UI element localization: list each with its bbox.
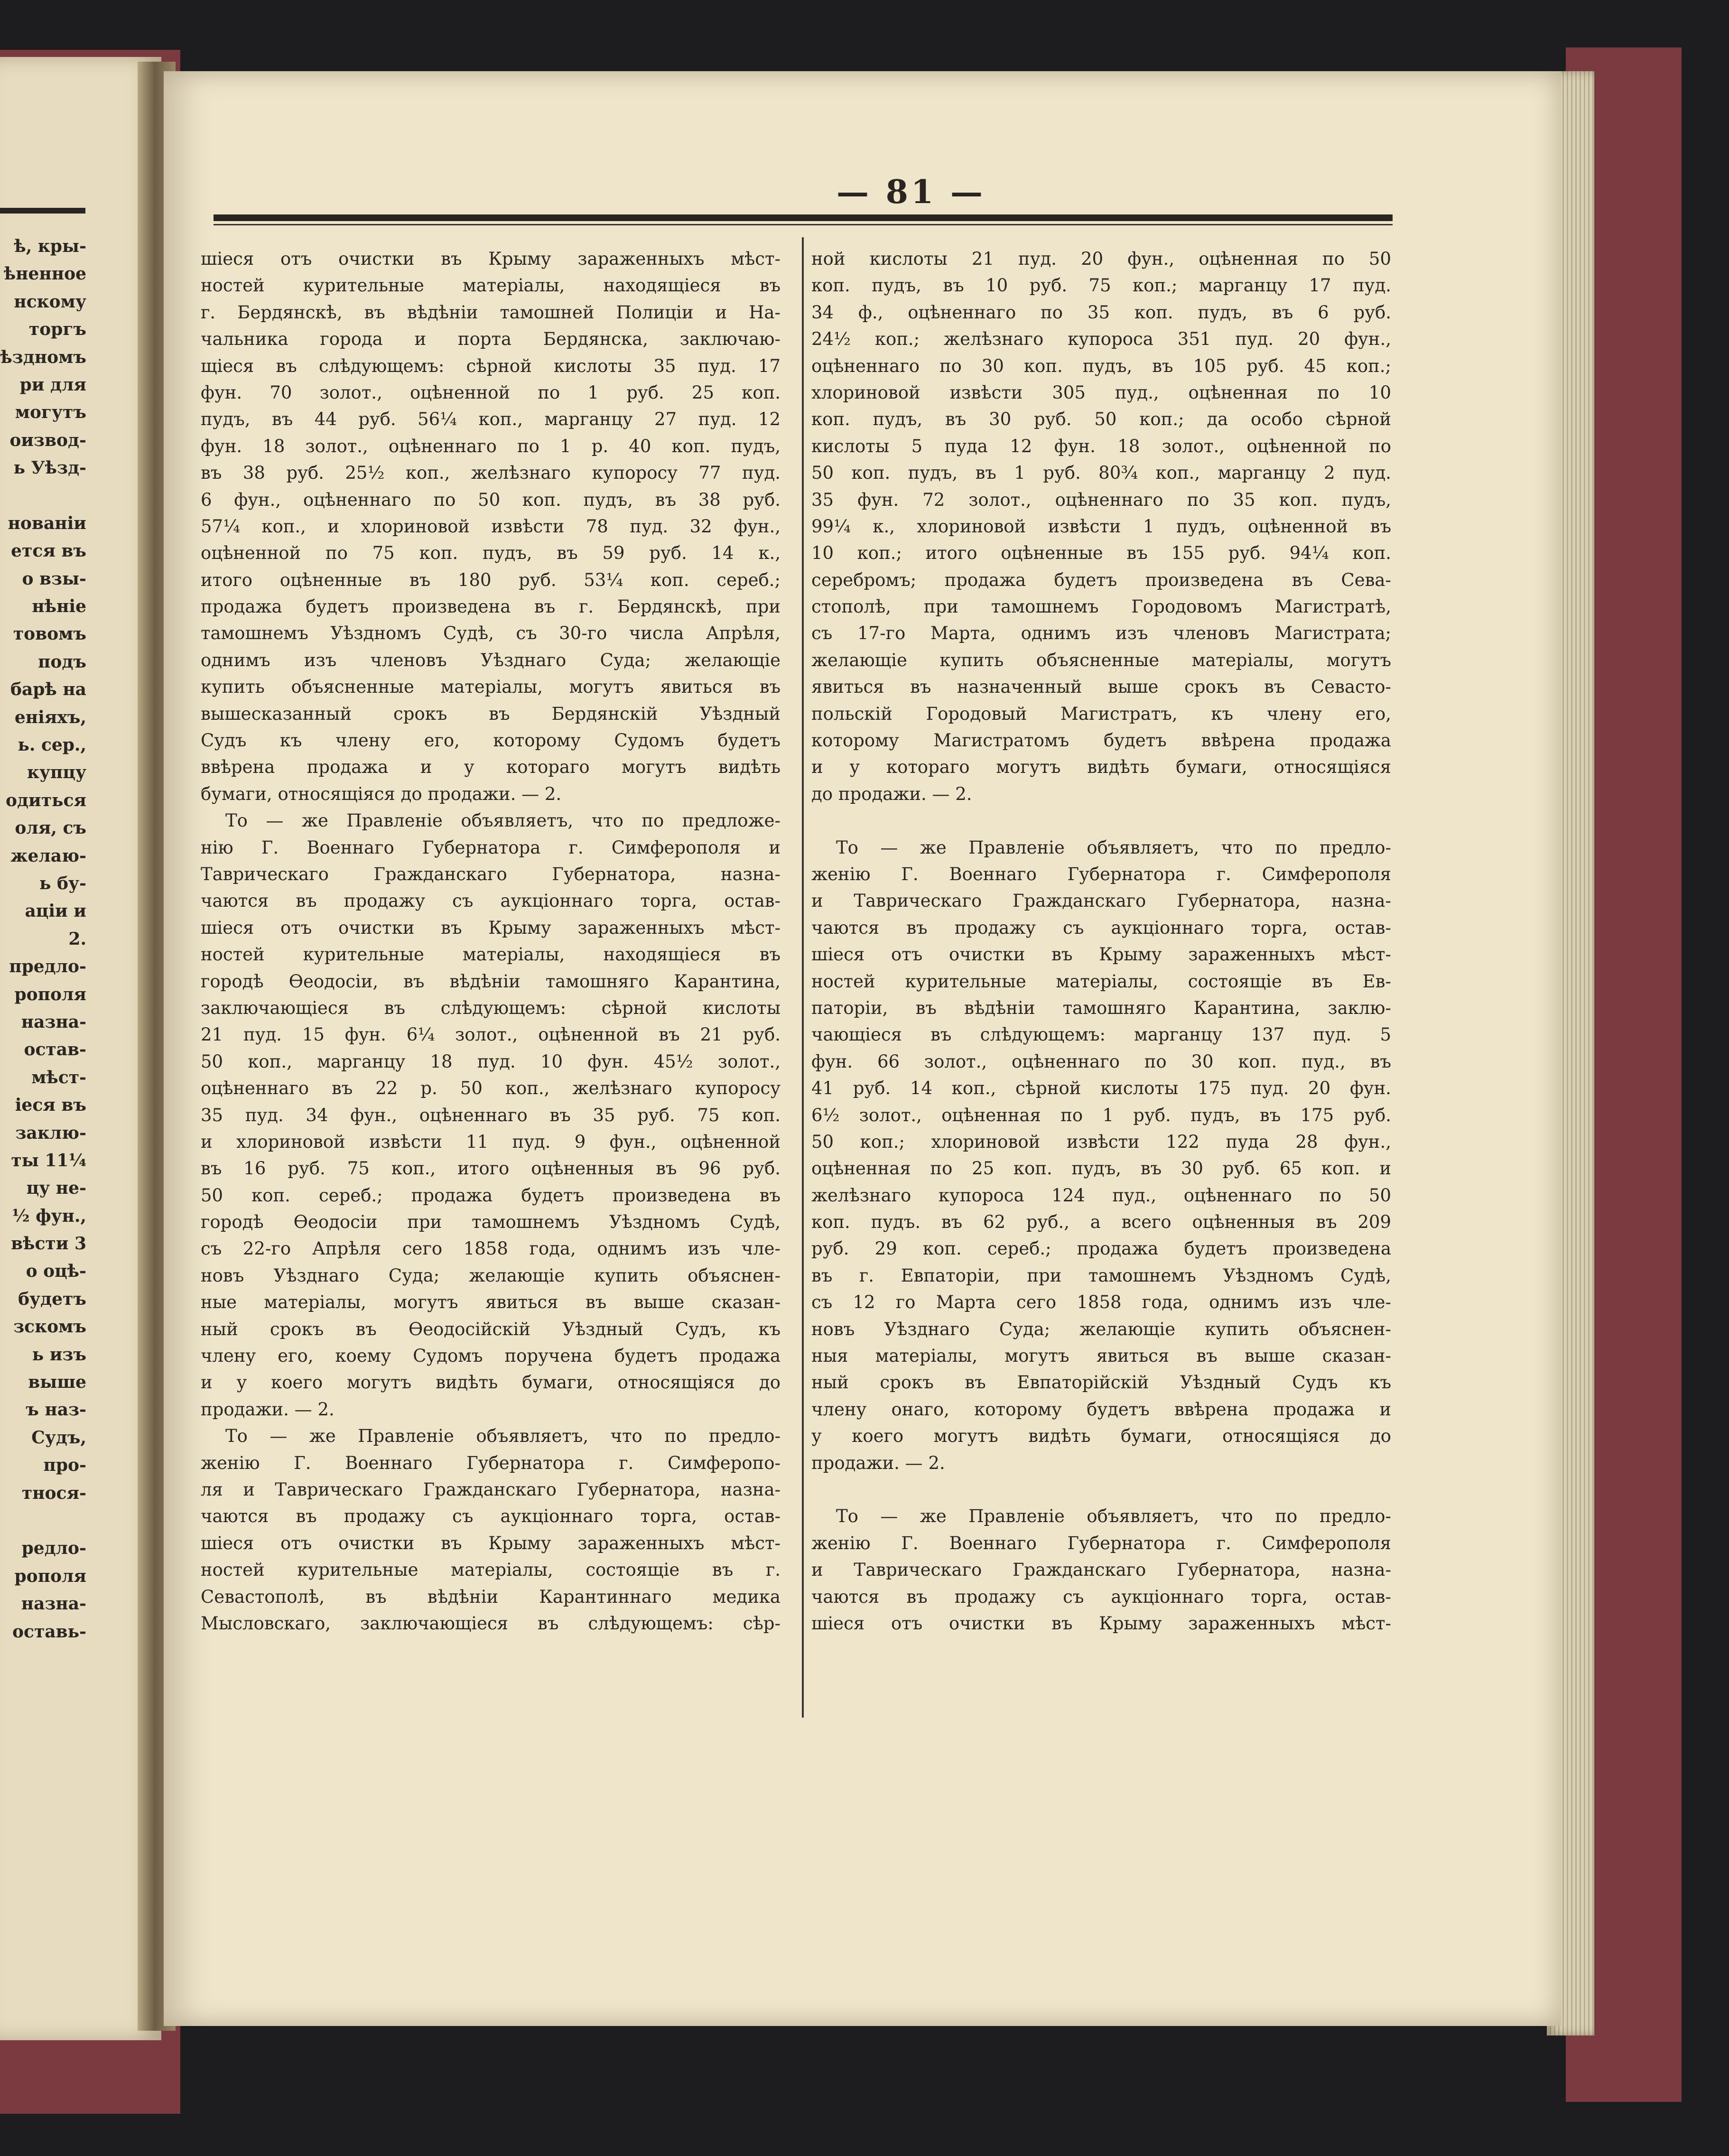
text-line: 35 фун. 72 золот., оцѣненнаго по 35 коп. пудъ, <box>811 489 1391 510</box>
text-line: руб. 29 коп. сереб.; продажа будетъ произведена <box>811 1238 1391 1259</box>
left-page-line: оставь- <box>12 1621 86 1642</box>
text-line: нію Г. Военнаго Губернатора г. Симферополя и <box>201 837 781 858</box>
left-page-line: заклю- <box>15 1123 86 1143</box>
text-line: ностей курительные матеріалы, состоящіе въ Ев- <box>811 971 1391 992</box>
left-page-line: товомъ <box>13 624 86 644</box>
text-line: То — же Правленіе объявляетъ, что по предложе- <box>225 810 781 831</box>
text-line: женію Г. Военнаго Губернатора г. Симферопо- <box>201 1452 781 1473</box>
text-line: и у котораго могутъ видѣть бумаги, относящіяся <box>811 757 1391 778</box>
left-page-line: ты 11¼ <box>11 1150 86 1171</box>
text-line: 35 пуд. 34 фун., оцѣненнаго въ 35 руб. 75 коп. <box>201 1105 781 1125</box>
left-page-line: ри для <box>19 374 86 395</box>
text-line: оцѣненной по 75 коп. пудъ, въ 59 руб. 14 к., <box>201 543 781 564</box>
text-line: ностей курительные матеріалы, состоящіе въ г. <box>201 1560 781 1580</box>
text-line: стополѣ, при тамошнемъ Городовомъ Магистратѣ, <box>811 596 1391 617</box>
left-page-line: назна- <box>21 1012 86 1032</box>
text-line: серебромъ; продажа будетъ произведена въ Сева- <box>811 569 1391 590</box>
text-line: съ 12 го Марта сего 1858 года, однимъ изъ чле- <box>811 1292 1391 1313</box>
left-page-line: Судъ, <box>31 1427 86 1448</box>
left-page-line: тнося- <box>21 1483 86 1503</box>
text-line: и Таврическаго Гражданскаго Губернатора, назна- <box>811 1560 1391 1580</box>
left-page-line: барѣ на <box>10 679 86 700</box>
text-line: у коего могутъ видѣть бумаги, относящіяся до <box>811 1426 1391 1447</box>
left-page-line: ъ наз- <box>26 1400 86 1420</box>
text-line: Севастополѣ, въ вѣдѣніи Карантиннаго медика <box>201 1586 781 1607</box>
text-line: желающіе купить объясненные матеріалы, могутъ <box>811 650 1391 670</box>
left-page-line: подъ <box>38 651 86 672</box>
left-page-line: ѣздномъ <box>0 347 86 367</box>
text-line: члену онаго, которому будетъ ввѣрена продажа и <box>811 1399 1391 1420</box>
left-page-line: рополя <box>14 1566 86 1586</box>
text-line: и Таврическаго Гражданскаго Губернатора, назна- <box>811 891 1391 911</box>
text-line: 6½ золот., оцѣненная по 1 руб. пудъ, въ 175 руб. <box>811 1105 1391 1125</box>
text-line: То — же Правленіе объявляетъ, что по предло- <box>836 837 1391 858</box>
text-line: женію Г. Военнаго Губернатора г. Симферополя <box>811 1533 1391 1553</box>
text-line: оцѣненнаго въ 22 р. 50 коп., желѣзнаго купоросу <box>201 1078 781 1099</box>
left-page-line: зскомъ <box>13 1317 86 1337</box>
text-line: новъ Уѣзднаго Суда; желающіе купить объяснен- <box>201 1265 781 1286</box>
text-line: шіеся отъ очистки въ Крыму зараженныхъ мѣст- <box>201 1533 781 1553</box>
text-line: 21 пуд. 15 фун. 6¼ золот., оцѣненной въ 21 руб. <box>201 1024 781 1045</box>
left-page-line: нованіи <box>8 513 86 533</box>
header-rule-thin <box>214 224 1393 225</box>
text-line: городѣ Ѳеодосіи при тамошнемъ Уѣздномъ Судѣ, <box>201 1212 781 1233</box>
text-line: польскій Городовый Магистратъ, къ члену его, <box>811 703 1391 724</box>
left-page-line: нѣніе <box>32 596 86 617</box>
paragraph-gap <box>811 808 1391 834</box>
text-line: новъ Уѣзднаго Суда; желающіе купить объяснен- <box>811 1319 1391 1339</box>
left-page-line: ѣненное <box>3 264 86 284</box>
text-line: ностей курительные матеріалы, находящіеся въ <box>201 944 781 965</box>
text-line: 6 фун., оцѣненнаго по 50 коп. пудъ, въ 38 руб. <box>201 489 781 510</box>
text-line: 50 коп. сереб.; продажа будетъ произведена въ <box>201 1185 781 1206</box>
left-page-line: ѣ, кры- <box>14 236 86 256</box>
left-page-rule <box>0 208 85 214</box>
text-line: 41 руб. 14 коп., сѣрной кислоты 175 пуд. 20 фун. <box>811 1078 1391 1099</box>
text-column-right <box>811 246 1391 1637</box>
left-page-line: ½ фун., <box>11 1206 86 1226</box>
text-line: купить объясненные матеріалы, могутъ явиться въ <box>201 677 781 697</box>
text-line: фун. 66 золот., оцѣненнаго по 30 коп. пуд., въ <box>811 1051 1391 1072</box>
left-page-line: назна- <box>21 1594 86 1614</box>
text-line: которому Магистратомъ будетъ ввѣрена продажа <box>811 730 1391 751</box>
text-line: коп. пудъ, въ 30 руб. 50 коп.; да особо сѣрной <box>811 409 1391 430</box>
left-page-margin-text <box>0 232 86 1645</box>
left-page-line: купцу <box>27 762 86 783</box>
left-page-line: торгъ <box>28 319 86 340</box>
text-line: ный срокъ въ Ѳеодосійскій Уѣздный Судъ, къ <box>201 1319 781 1339</box>
left-page-line: предло- <box>9 957 86 977</box>
text-line: однимъ изъ членовъ Уѣзднаго Суда; желающіе <box>201 650 781 670</box>
text-line: въ 38 руб. 25½ коп., желѣзнаго купоросу 77 пуд. <box>201 463 781 483</box>
left-page-line: ь Уѣзд- <box>13 458 86 478</box>
text-line: въ г. Евпаторіи, при тамошнемъ Уѣздномъ Судѣ, <box>811 1265 1391 1286</box>
left-page-line <box>0 1507 86 1534</box>
text-line: бумаги, относящіяся до продажи. — 2. <box>201 783 562 804</box>
text-line: оцѣненнаго по 30 коп. пудъ, въ 105 руб. 45 коп.; <box>811 355 1391 376</box>
left-page-line: ется въ <box>11 541 86 561</box>
text-line: 57¼ коп., и хлориновой извѣсти 78 пуд. 32 фун., <box>201 516 781 537</box>
text-line: Таврическаго Гражданскаго Губернатора, назна- <box>201 864 781 884</box>
text-line: чальника города и порта Бердянска, заключаю- <box>201 329 781 350</box>
text-line: тамошнемъ Уѣздномъ Судѣ, съ 30-го числа Апрѣля, <box>201 623 781 644</box>
text-line: ной кислоты 21 пуд. 20 фун., оцѣненная по 50 <box>811 249 1391 269</box>
text-line: Мысловскаго, заключающіеся въ слѣдующемъ: сѣр- <box>201 1613 781 1634</box>
left-page-line: ь изъ <box>32 1344 86 1365</box>
text-line: То — же Правленіе объявляетъ, что по предло- <box>836 1506 1391 1527</box>
text-line: вышесказанный срокъ въ Бердянскій Уѣздный <box>201 703 781 724</box>
text-line: фун. 18 золот., оцѣненнаго по 1 р. 40 коп. пудъ, <box>201 436 781 456</box>
text-line: чаются въ продажу съ аукціоннаго торга, остав- <box>811 917 1391 938</box>
text-line: коп. пудъ, въ 10 руб. 75 коп.; марганцу 17 пуд. <box>811 275 1391 296</box>
paragraph-gap <box>811 1477 1391 1503</box>
text-line: 50 коп. пудъ, въ 1 руб. 80¾ коп., марганцу 2 пуд. <box>811 463 1391 483</box>
text-line: продажа будетъ произведена въ г. Бердянскѣ, при <box>201 596 781 617</box>
text-line: щіеся въ слѣдующемъ: сѣрной кислоты 35 пуд. 17 <box>201 355 781 376</box>
text-line: съ 22-го Апрѣля сего 1858 года, однимъ изъ чле- <box>201 1238 781 1259</box>
text-line: коп. пудъ. въ 62 руб., а всего оцѣненныя въ 209 <box>811 1212 1391 1233</box>
text-line: хлориновой извѣсти 305 пуд., оцѣненная по 10 <box>811 382 1391 403</box>
left-page-line: нскому <box>14 291 86 312</box>
text-line: въ 16 руб. 75 коп., итого оцѣненныя въ 96 руб. <box>201 1158 781 1179</box>
text-line: съ 17-го Марта, однимъ изъ членовъ Магистрата; <box>811 623 1391 644</box>
text-line: чающіеся въ слѣдующемъ: марганцу 137 пуд. 5 <box>811 1024 1391 1045</box>
left-page-line <box>0 482 86 510</box>
left-page-line: о взы- <box>22 568 86 589</box>
left-page-line: остав- <box>24 1040 86 1060</box>
left-page <box>0 57 161 2040</box>
left-page-line: іеся въ <box>15 1095 86 1115</box>
left-page-line: будетъ <box>18 1289 86 1309</box>
text-line: продажи. — 2. <box>811 1452 945 1473</box>
text-line: 50 коп., марганцу 18 пуд. 10 фун. 45½ золот., <box>201 1051 781 1072</box>
text-line: То — же Правленіе объявляетъ, что по предло- <box>225 1426 781 1447</box>
text-line: паторіи, въ вѣдѣніи тамошняго Карантина, заклю- <box>811 997 1391 1018</box>
left-page-line: желаю- <box>10 846 86 866</box>
text-line: шіеся отъ очистки въ Крыму зараженныхъ мѣст- <box>201 917 781 938</box>
left-page-line: о оцѣ- <box>26 1261 86 1282</box>
left-page-line: оизвод- <box>9 430 86 450</box>
left-page-line: ь бу- <box>39 873 86 893</box>
text-line: городѣ Ѳеодосіи, въ вѣдѣніи тамошняго Карантина, <box>201 971 781 992</box>
text-line: оцѣненная по 25 коп. пудъ, въ 30 руб. 65 коп. и <box>811 1158 1391 1179</box>
left-page-line: ь. сер., <box>18 735 86 755</box>
text-line: ныя матеріалы, могутъ явиться въ выше сказан- <box>811 1346 1391 1366</box>
text-line: 99¼ к., хлориновой извѣсти 1 пудъ, оцѣненной въ <box>811 516 1391 537</box>
text-line: Судъ къ члену его, которому Судомъ будетъ <box>201 730 781 751</box>
text-line: ностей курительные матеріалы, находящіеся въ <box>201 275 781 296</box>
text-line: г. Бердянскѣ, въ вѣдѣніи тамошней Полиціи и На- <box>201 302 781 323</box>
text-line: заключающіеся въ слѣдующемъ: сѣрной кислоты <box>201 997 781 1018</box>
left-page-line: выше <box>28 1372 86 1393</box>
text-line: 34 ф., оцѣненнаго по 35 коп. пудъ, въ 6 руб. <box>811 302 1391 323</box>
left-page-line: цу не- <box>26 1178 86 1199</box>
left-page-line: вѣсти 3 <box>11 1234 86 1254</box>
text-line: женію Г. Военнаго Губернатора г. Симферополя <box>811 864 1391 884</box>
left-page-line: мѣст- <box>31 1067 86 1087</box>
text-line: итого оцѣненные въ 180 руб. 53¼ коп. сереб.; <box>201 569 781 590</box>
left-page-line: про- <box>43 1455 86 1476</box>
text-line: до продажи. — 2. <box>811 783 972 804</box>
text-line: и хлориновой извѣсти 11 пуд. 9 фун., оцѣненной <box>201 1131 781 1152</box>
text-line: члену его, коему Судомъ поручена будетъ продажа <box>201 1346 781 1366</box>
text-column-left <box>201 246 781 1637</box>
text-line: пудъ, въ 44 руб. 56¼ коп., марганцу 27 пуд. 12 <box>201 409 781 430</box>
left-page-line: еніяхъ, <box>14 707 86 727</box>
text-line: ные матеріалы, могутъ явиться въ выше сказан- <box>201 1292 781 1313</box>
text-line: чаются въ продажу съ аукціоннаго торга, остав- <box>811 1586 1391 1607</box>
text-line: чаются въ продажу съ аукціоннаго торга, остав- <box>201 891 781 911</box>
text-line: явиться въ назначенный выше срокъ въ Севасто- <box>811 677 1391 697</box>
column-divider <box>802 237 804 1718</box>
page-number: — 81 — <box>837 173 985 211</box>
text-line: ввѣрена продажа и у котораго могутъ видѣть <box>201 757 781 778</box>
text-line: 24½ коп.; желѣзнаго купороса 351 пуд. 20 фун., <box>811 329 1391 350</box>
left-page-line: могутъ <box>15 402 86 423</box>
text-line: кислоты 5 пуда 12 фун. 18 золот., оцѣненной по <box>811 436 1391 456</box>
text-line: 10 коп.; итого оцѣненные въ 155 руб. 94¼ коп. <box>811 543 1391 564</box>
text-line: чаются въ продажу съ аукціоннаго торга, остав- <box>201 1506 781 1527</box>
text-line: ля и Таврическаго Гражданскаго Губернатора, назна- <box>201 1479 781 1500</box>
text-line: 50 коп.; хлориновой извѣсти 122 пуда 28 фун., <box>811 1131 1391 1152</box>
left-page-line: редло- <box>21 1538 86 1559</box>
text-line: шіеся отъ очистки въ Крыму зараженныхъ мѣст- <box>811 1613 1391 1634</box>
text-line: продажи. — 2. <box>201 1399 335 1420</box>
text-line: фун. 70 золот., оцѣненной по 1 руб. 25 коп. <box>201 382 781 403</box>
right-page <box>164 71 1561 2026</box>
text-line: и у коего могутъ видѣть бумаги, относящіяся до <box>201 1372 781 1393</box>
text-line: ный срокъ въ Евпаторійскій Уѣздный Судъ къ <box>811 1372 1391 1393</box>
left-page-line: рополя <box>14 984 86 1004</box>
left-page-line: 2. <box>68 929 86 949</box>
left-page-line: одиться <box>6 790 86 810</box>
text-line: желѣзнаго купороса 124 пуд., оцѣненнаго по 50 <box>811 1185 1391 1206</box>
header-rule <box>214 214 1393 221</box>
text-line: шіеся отъ очистки въ Крыму зараженныхъ мѣст- <box>201 249 781 269</box>
left-page-line: оля, съ <box>15 818 86 838</box>
text-line: шіеся отъ очистки въ Крыму зараженныхъ мѣст- <box>811 944 1391 965</box>
left-page-line: аціи и <box>25 901 86 921</box>
